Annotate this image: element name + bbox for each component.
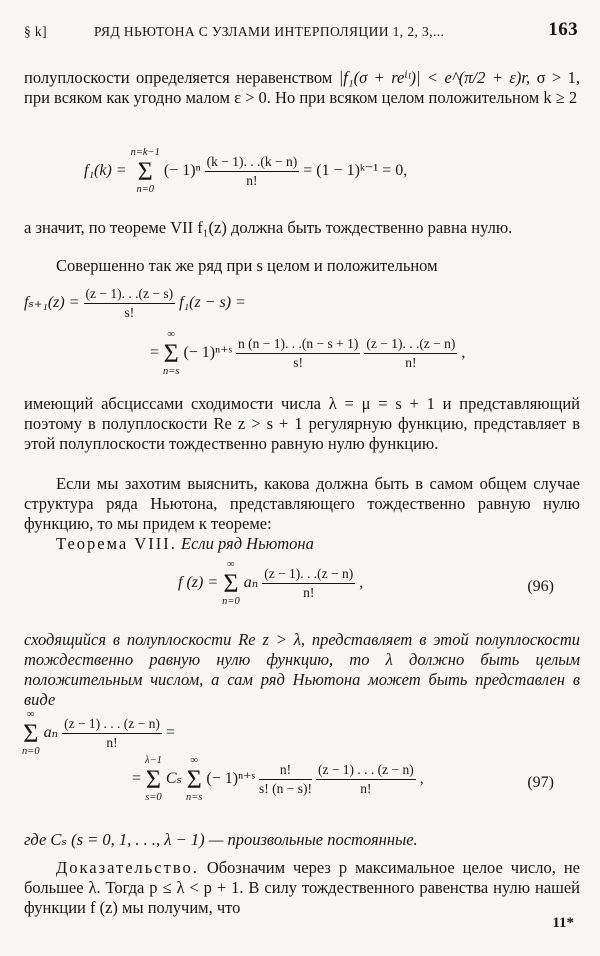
eq3-end: ,	[461, 344, 466, 362]
eq97a-end: =	[165, 724, 175, 742]
eq97b-sum2-bottom: n=s	[185, 791, 203, 803]
eq3-sum-bottom: n=s	[163, 365, 180, 377]
equation-fs1	[24, 286, 584, 321]
eq97b-numerator-2: (z − 1) . . . (z − n)	[316, 762, 416, 780]
equation-number-96: (96)	[527, 578, 554, 595]
eq97a-sum-top: ∞	[27, 709, 35, 720]
paragraph-3: Совершенно так же ряд при s целом и положительном	[56, 256, 438, 275]
eq97a-denominator: n!	[106, 735, 118, 750]
para1-text-b: σ > 1, при всяком как угодно малом ε > 0. Но при всяком целом положительном k ≥ 2	[24, 68, 581, 107]
eq1-fraction	[205, 154, 300, 189]
running-header	[24, 16, 578, 46]
eq1-lhs: f₁(k) =	[84, 162, 127, 180]
eq97b-sum-1	[145, 756, 162, 803]
eq96-sum-bottom: n=0	[222, 595, 240, 607]
eq1-term: (− 1)ⁿ	[163, 162, 201, 180]
eq3-denominator-1: s!	[293, 355, 304, 370]
equation-f1-k	[84, 148, 600, 195]
eq96-denominator: n!	[303, 585, 315, 600]
eq97a-sum-bottom: n=0	[22, 745, 40, 757]
proof-label: Доказательство.	[56, 858, 199, 877]
sigma-symbol: Σ	[145, 764, 162, 794]
eq2-lhs: fₛ₊₁(z) =	[24, 294, 80, 312]
eq1-rhs: = (1 − 1)ᵏ⁻¹ = 0,	[303, 162, 408, 180]
eq96-lhs: f (z) =	[178, 574, 219, 592]
eq97b-numerator-1: n!	[259, 762, 312, 780]
sigma-symbol: Σ	[186, 764, 202, 794]
proof-paragraph	[24, 858, 580, 918]
para1-text-a: полуплоскости определяется неравенством	[24, 68, 333, 87]
eq97a-fraction	[62, 716, 162, 751]
eq97a-term: aₙ	[43, 724, 59, 742]
eq97b-sum2-top: ∞	[190, 755, 198, 766]
eq97b-sum-2	[186, 756, 202, 803]
sigma-symbol: Σ	[223, 568, 239, 598]
eq1-sum-top: n=k−1	[130, 147, 160, 158]
eq96-term: aₙ	[243, 574, 259, 592]
eq3-fraction-2	[364, 336, 457, 371]
para1-inequality: |f₁(σ + reⁱᵗ)| < e^(π/2 + ε)r,	[338, 68, 531, 87]
paragraph-4: имеющий абсциссами сходимости числа λ = μ = s + 1 и представляющий поэтому в полуплоскости Re z > s + 1 регулярную функцию, представляет в этой полуплоскости тождественно равную нулю функцию.	[24, 394, 580, 453]
eq3-fraction-1	[236, 336, 360, 371]
page-number: 163	[548, 19, 578, 40]
equation-number-97: (97)	[527, 774, 554, 791]
paragraph-1	[24, 68, 580, 108]
eq97b-cs: Cₛ	[165, 770, 182, 788]
theorem-heading	[24, 534, 580, 554]
eq2-denominator: s!	[124, 305, 135, 320]
eq1-denominator: n!	[246, 173, 258, 188]
eq97b-sum1-top: λ−1	[145, 755, 162, 766]
eq97a-numerator: (z − 1) . . . (z − n)	[62, 716, 162, 734]
eq1-numerator: (k − 1). . .(k − n)	[205, 154, 300, 172]
eq1-sum	[131, 148, 160, 195]
eq97b-equals: =	[132, 770, 142, 788]
eq97b-denominator-1: s! (n − s)!	[258, 781, 312, 796]
signature-mark: 11*	[552, 915, 574, 931]
eq3-numerator-1: n (n − 1). . .(n − s + 1)	[236, 336, 360, 354]
eq96-numerator: (z − 1). . .(z − n)	[262, 566, 355, 584]
proof-text: Обозначим через p максимальное целое число, не большее λ. Тогда p ≤ λ < p + 1. В силу тождественного равенства нулю нашей функции f (z) мы получим, что	[24, 858, 580, 917]
theorem-intro: Если ряд Ньютона	[181, 534, 314, 553]
eq3-denominator-2: n!	[405, 355, 417, 370]
eq2-fraction	[84, 286, 176, 321]
sigma-symbol: Σ	[137, 156, 153, 186]
eq3-sum-top: ∞	[167, 329, 175, 340]
eq97b-end: ,	[419, 770, 424, 788]
eq96-end: ,	[359, 574, 364, 592]
eq3-sum	[163, 330, 179, 377]
eq96-body	[178, 560, 363, 607]
eq97b-fraction-1	[259, 762, 312, 797]
eq3-equals: =	[150, 344, 160, 362]
eq97b-denominator-2: n!	[360, 781, 372, 796]
eq2-numerator: (z − 1). . .(z − s)	[84, 286, 176, 304]
eq97b-body	[132, 756, 424, 803]
eq97b-fraction-2	[316, 762, 416, 797]
eq97b-term: (− 1)ⁿ⁺ˢ	[206, 770, 255, 788]
eq1-sum-bottom: n=0	[136, 183, 155, 195]
eq96-sum	[222, 560, 240, 607]
theorem-label: Теорема VIII.	[56, 534, 177, 553]
paragraph-5: Если мы захотим выяснить, какова должна быть в самом общем случае структура ряда Ньютона, представляющего тождественно равную нулю функцию, то мы придем к теореме:	[24, 474, 580, 533]
section-mark: § k]	[24, 24, 47, 39]
eq3-numerator-2: (z − 1). . .(z − n)	[364, 336, 457, 354]
eq97a-sum	[22, 710, 40, 757]
sigma-symbol: Σ	[23, 718, 39, 748]
eq97b-sum1-bottom: s=0	[145, 791, 162, 803]
eq96-fraction	[262, 566, 355, 601]
constants-note: где Cₛ (s = 0, 1, . . ., λ − 1) — произвольные постоянные.	[24, 830, 418, 849]
eq96-sum-top: ∞	[227, 559, 235, 570]
equation-97-lhs	[22, 710, 582, 757]
sigma-symbol: Σ	[163, 338, 179, 368]
running-title: РЯД НЬЮТОНА С УЗЛАМИ ИНТЕРПОЛЯЦИИ 1, 2, 3,...	[94, 24, 445, 39]
paragraph-2: а значит, по теореме VII f₁(z) должна быть тождественно равна нулю.	[24, 218, 513, 237]
eq2-rest: f₁(z − s) =	[179, 294, 246, 312]
equation-series-s	[150, 330, 600, 377]
eq3-term: (− 1)ⁿ⁺ˢ	[183, 344, 233, 362]
theorem-body: сходящийся в полуплоскости Re z > λ, представляет в этой полуплоскости тождественно равную нулю функцию, то λ должно быть целым положительным числом, а сам ряд Ньютона может быть представлен в виде	[24, 630, 580, 709]
